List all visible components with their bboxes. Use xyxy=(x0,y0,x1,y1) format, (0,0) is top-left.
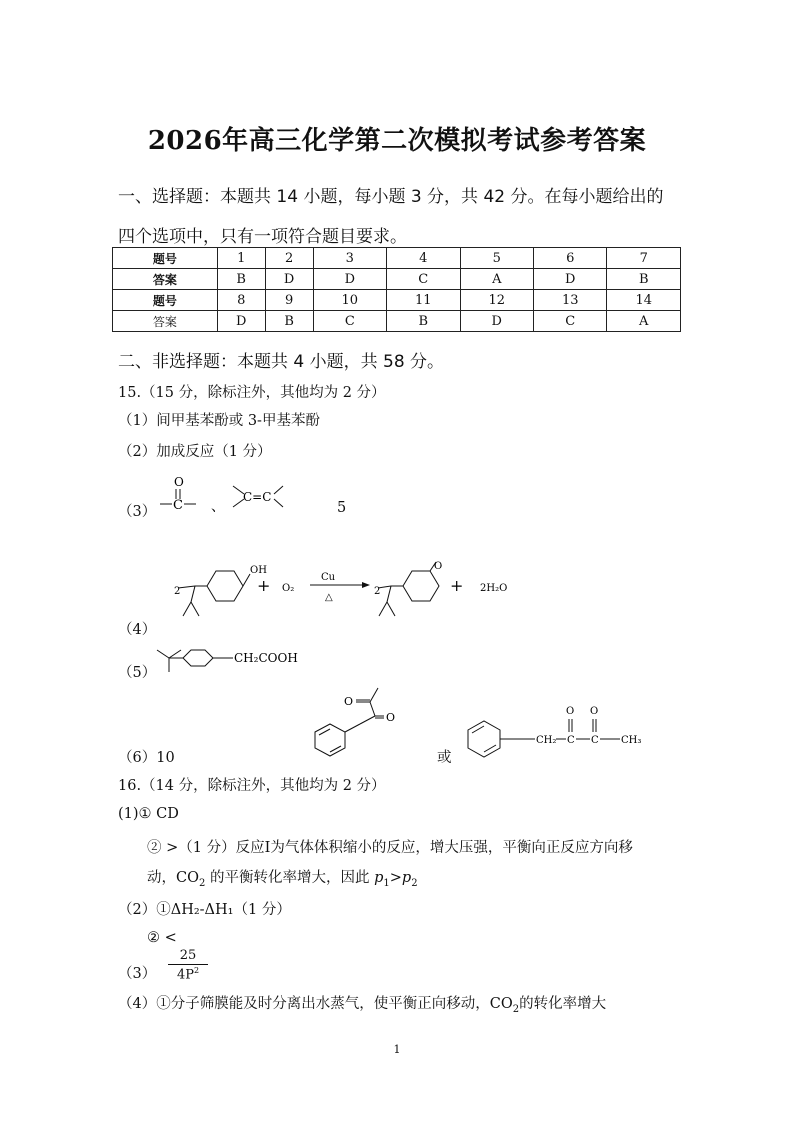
row-label: 题号 xyxy=(113,290,218,311)
q16-answer-1-1: (1)① CD xyxy=(118,806,179,822)
table-cell: 8 xyxy=(217,290,265,311)
table-cell: 7 xyxy=(607,248,681,269)
plus-sign: + xyxy=(257,576,271,595)
water-formula: 2H₂O xyxy=(480,583,508,594)
table-cell: 4 xyxy=(387,248,460,269)
plus-sign: + xyxy=(450,576,464,595)
table-cell: 9 xyxy=(265,290,313,311)
q15-answer-2: （2）加成反应（1 分） xyxy=(118,444,272,460)
table-cell: 12 xyxy=(460,290,533,311)
svg-text:CH₃: CH₃ xyxy=(621,735,642,746)
q15-answer-6-label: （6）10 xyxy=(118,750,175,766)
table-cell: B xyxy=(387,311,460,332)
q16-header: 16.（14 分，除标注外，其他均为 2 分） xyxy=(118,778,386,794)
q16-answer-4-1: （4）①分子筛膜能及时分离出水蒸气，使平衡正向移动，$CO_2$的转化率增大 xyxy=(118,996,607,1015)
table-cell: D xyxy=(265,269,313,290)
table-cell: D xyxy=(534,269,607,290)
table-cell: 2 xyxy=(265,248,313,269)
q16-answer-3-fraction xyxy=(168,948,208,982)
table-row xyxy=(113,290,681,311)
row-label: 题号 xyxy=(113,248,218,269)
row-label: 答案 xyxy=(113,311,218,332)
svg-text:2: 2 xyxy=(374,586,381,597)
table-cell: 3 xyxy=(313,248,386,269)
fraction-numerator: 25 xyxy=(168,948,208,965)
table-cell: C xyxy=(387,269,460,290)
svg-text:O: O xyxy=(566,706,575,717)
svg-text:C: C xyxy=(567,735,575,746)
q15-header: 15.（15 分，除标注外，其他均为 2 分） xyxy=(118,385,386,401)
table-cell: 11 xyxy=(387,290,460,311)
svg-text:O: O xyxy=(344,695,354,708)
table-cell: 1 xyxy=(217,248,265,269)
q15-answer-5-label: （5） xyxy=(118,665,157,681)
carbonyl-group-structure xyxy=(160,475,196,513)
svg-text:△: △ xyxy=(325,592,333,603)
product-structure xyxy=(374,561,442,616)
answer-table xyxy=(112,247,681,332)
svg-text:O: O xyxy=(434,561,443,572)
oxidation-reaction-equation xyxy=(150,558,570,638)
svg-text:O: O xyxy=(174,475,184,489)
svg-text:2: 2 xyxy=(174,586,181,597)
table-cell: 14 xyxy=(607,290,681,311)
table-cell: 5 xyxy=(460,248,533,269)
q15-answer-4-label: （4） xyxy=(118,622,157,638)
table-row xyxy=(113,269,681,290)
table-cell: B xyxy=(607,269,681,290)
svg-text:C: C xyxy=(173,498,183,513)
oxygen-formula: O₂ xyxy=(282,583,295,594)
table-row xyxy=(113,311,681,332)
section1-heading: 一、选择题：本题共 14 小题，每小题 3 分，共 42 分。在每小题给出的四个选项中，只有一项符合题目要求。 xyxy=(118,187,664,247)
table-cell: D xyxy=(313,269,386,290)
svg-text:CH₂COOH: CH₂COOH xyxy=(234,651,298,665)
svg-text:O: O xyxy=(590,706,599,717)
page-title: 2026年高三化学第二次模拟考试参考答案 xyxy=(147,126,647,156)
page-number: 1 xyxy=(393,1043,401,1056)
q15-answer-3-count: 5 xyxy=(337,500,347,516)
alkene-group-structure xyxy=(233,486,283,507)
q15-answer-1: （1）间甲基苯酚或 3-甲基苯酚 xyxy=(118,413,320,429)
q15-answer-3-label: （3） xyxy=(118,504,157,520)
table-cell: 13 xyxy=(534,290,607,311)
table-cell: 6 xyxy=(534,248,607,269)
row-label: 答案 xyxy=(113,269,218,290)
svg-text:CH₂: CH₂ xyxy=(536,735,557,746)
svg-text:O: O xyxy=(386,711,396,724)
table-cell: A xyxy=(460,269,533,290)
reaction-arrow xyxy=(310,572,370,603)
q16-answer-1-2-line2: 动，$CO_2$ 的平衡转化率增大，因此 $p_1>p_2$ xyxy=(147,870,418,889)
q15-answer-6-or: 或 xyxy=(437,750,452,766)
svg-text:OH: OH xyxy=(250,565,267,576)
q16-answer-1-2-line1: ② >（1 分）反应Ⅰ为气体体积缩小的反应，增大压强，平衡向正反应方向移 xyxy=(147,840,633,856)
section2-heading: 二、非选择题：本题共 4 小题，共 58 分。 xyxy=(118,352,445,372)
q16-answer-3-label: （3） xyxy=(118,966,157,982)
table-row xyxy=(113,248,681,269)
svg-text:C=C: C=C xyxy=(243,490,272,504)
svg-text:Cu: Cu xyxy=(321,572,336,583)
q16-answer-2-1: （2）①ΔH₂-ΔH₁（1 分） xyxy=(118,902,291,918)
separator: 、 xyxy=(211,499,225,515)
q16-answer-2-2: ② < xyxy=(147,930,177,946)
table-cell: B xyxy=(265,311,313,332)
q15-answer-6-structure-skeletal xyxy=(300,680,420,770)
table-cell: C xyxy=(534,311,607,332)
table-cell: D xyxy=(460,311,533,332)
table-cell: A xyxy=(607,311,681,332)
table-cell: 10 xyxy=(313,290,386,311)
q15-answer-6-structure-condensed xyxy=(460,700,680,770)
svg-text:C: C xyxy=(591,735,599,746)
q15-answer-3-structures xyxy=(155,472,355,522)
reactant-structure xyxy=(174,565,267,616)
fraction-denominator: $4P^2$ xyxy=(176,966,200,983)
q15-answer-5-structure xyxy=(155,640,315,685)
table-cell: D xyxy=(217,311,265,332)
table-cell: B xyxy=(217,269,265,290)
table-cell: C xyxy=(313,311,386,332)
